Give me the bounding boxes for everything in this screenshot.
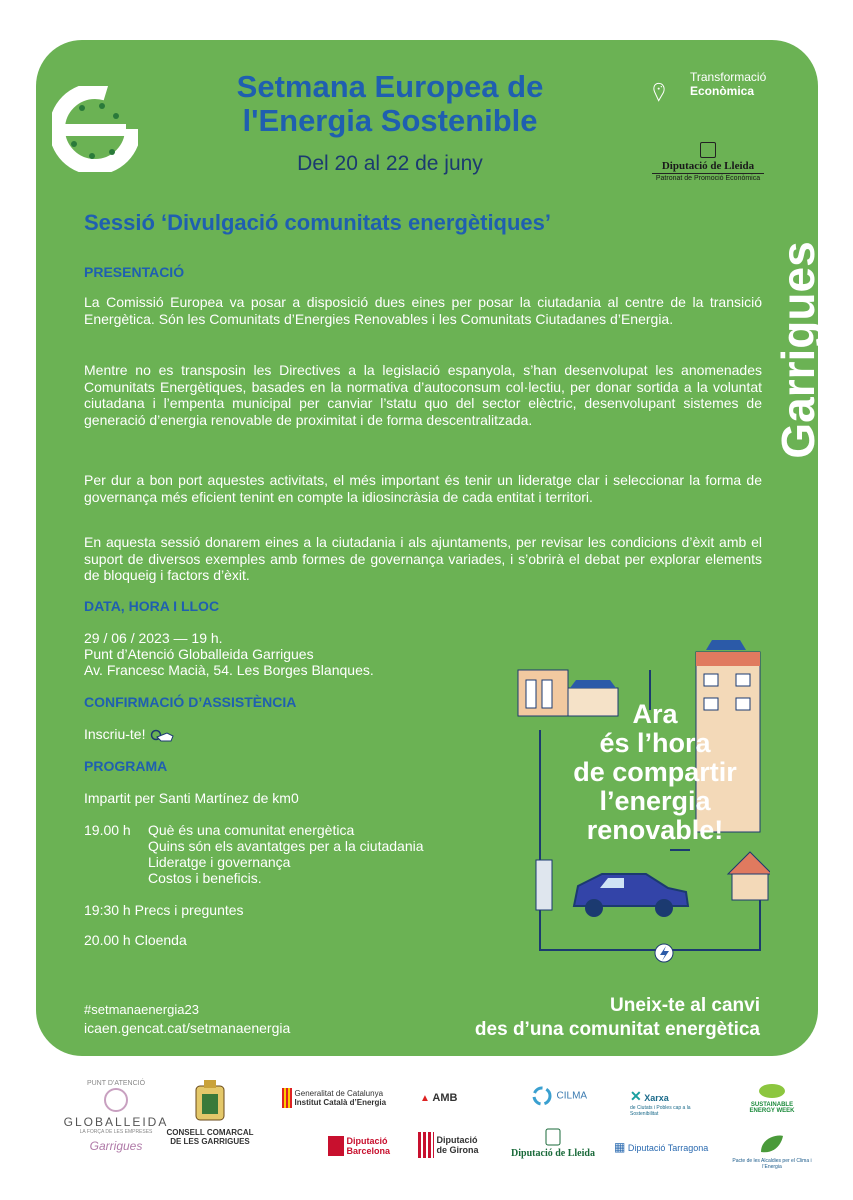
programa-heading: PROGRAMA	[84, 758, 168, 774]
leaf-icon	[757, 1082, 787, 1100]
icaen-text: Institut Català d’Energia	[294, 1098, 387, 1107]
programa-time-1900: 19.00 h	[84, 822, 131, 838]
slogan-line: és l’hora	[599, 728, 711, 758]
globalleida-logo	[56, 1080, 176, 1153]
amb-text: AMB	[432, 1092, 458, 1104]
title-line-2: l'Energia Sostenible	[242, 103, 538, 138]
dip-girona-icon	[418, 1132, 434, 1158]
globalleida-text: GLOBALLEIDA	[63, 1115, 169, 1129]
cilma-text: CILMA	[556, 1090, 588, 1102]
programa-item: Costos i beneficis.	[148, 870, 262, 886]
cilma-logo	[530, 1086, 600, 1106]
globalleida-mark-icon	[96, 1087, 136, 1113]
register-link[interactable]	[84, 726, 175, 742]
call-to-action	[360, 994, 760, 1042]
coat-of-arms-icon	[192, 1080, 228, 1126]
event-address: Av. Francesc Macià, 54. Les Borges Blanques.	[84, 662, 374, 678]
diputacio-lleida-footer-logo	[508, 1128, 598, 1159]
dip-barcelona-line-2: Barcelona	[346, 1146, 391, 1156]
register-link-text[interactable]: Inscriu-te!	[84, 726, 146, 742]
sew-line-1: SUSTAINABLE	[750, 1102, 794, 1108]
dip-tarragona-icon: ▦	[614, 1140, 626, 1154]
energy-week-e-logo	[52, 86, 138, 172]
programa-items	[148, 822, 424, 886]
house-icon	[728, 852, 770, 900]
programa-2000: 20.00 h Cloenda	[84, 932, 187, 948]
dip-barcelona-line-1: Diputació	[346, 1136, 388, 1146]
globalleida-garrigues: Garrigues	[89, 1139, 143, 1153]
dip-girona-line-1: Diputació	[436, 1135, 478, 1145]
transformacio-line-1: Transformació	[690, 70, 767, 84]
diputacio-girona-logo	[418, 1132, 498, 1158]
patronat-text: Patronat de Promoció Econòmica	[652, 173, 764, 182]
xarxa-logo	[630, 1088, 714, 1117]
presentacio-heading: PRESENTACIÓ	[84, 264, 185, 280]
transformacio-economica-logo	[652, 62, 692, 122]
sew-line-2: ENERGY WEEK	[749, 1108, 795, 1114]
presentacio-paragraph-4: En aquesta sessió donarem eines a la ciutadania i als ajuntaments, per revisar les condicions d’èxit amb el suport de diversos exemples amb formes de governança variades, i s’obrirà el debat per explorar elements de bloqueig i factors d’èxit.	[84, 534, 762, 583]
pacte-alcaldies-logo	[732, 1132, 812, 1170]
dip-lleida-crest-icon	[545, 1128, 561, 1146]
transformacio-line-2: Econòmica	[690, 84, 755, 98]
presentacio-paragraph-2: Mentre no es transposin les Directives a la legislació espanyola, s’han desenvolupat les anomenades Comunitats Energètiques, basades en la normativa d’autoconsum col·lectiu, per donar sortida a la voluntat ciutadana i l’empenta municipal per canviar l’statu quo del sector elèctric, desenvolupant sistemes de generació d’energia renovable de proximitat i de forma descentralitzada.	[84, 362, 762, 428]
programa-speaker: Impartit per Santi Martínez de km0	[84, 790, 299, 806]
crest-icon	[700, 142, 716, 158]
pacte-text: Pacte de les Alcaldies per el Clima i l’Energia	[732, 1158, 812, 1170]
diputacio-lleida-logo	[652, 142, 764, 182]
dip-girona-line-2: de Girona	[436, 1145, 479, 1155]
slogan	[540, 700, 770, 845]
pacte-leaf-icon	[757, 1132, 787, 1156]
programa-item: Què és una comunitat energètica	[148, 822, 355, 838]
globalleida-tagline: LA FORÇA DE LES EMPRESES	[79, 1129, 153, 1135]
hashtag[interactable]: #setmanaenergia23	[84, 1002, 199, 1017]
slogan-line: de compartir	[573, 757, 737, 787]
diputacio-barcelona-logo	[328, 1136, 408, 1156]
generalitat-logo	[282, 1088, 412, 1108]
title-line-1: Setmana Europea de	[236, 69, 544, 104]
ev-charger-icon	[536, 860, 552, 910]
xarxa-text: Xarxa	[644, 1093, 669, 1103]
session-title: Sessió ‘Divulgació comunitats energètiques’	[84, 210, 552, 235]
dip-lleida-footer-text: Diputació de Lleida	[511, 1148, 595, 1159]
cta-line-2: des d’una comunitat energètica	[474, 1019, 760, 1040]
senyera-icon	[282, 1088, 292, 1108]
programa-1930: 19:30 h Precs i preguntes	[84, 902, 244, 918]
consell-line-1: CONSELL COMARCAL	[166, 1128, 254, 1137]
generalitat-text: Generalitat de Catalunya	[294, 1089, 384, 1098]
presentacio-paragraph-3: Per dur a bon port aquestes activitats, el més important és tenir un lideratge clar i seleccionar la forma de governança més eficient tenint en compte la idiosincràsia de cada entitat i territori.	[84, 472, 762, 505]
slogan-line: renovable!	[586, 815, 724, 845]
electric-car-icon	[574, 874, 688, 917]
footer-logos	[0, 1060, 853, 1200]
cilma-mark-icon	[530, 1086, 554, 1106]
pointing-hand-icon	[149, 728, 175, 742]
event-venue: Punt d’Atenció Globalleida Garrigues	[84, 646, 314, 662]
dip-barcelona-icon	[328, 1136, 344, 1156]
cta-line-1: Uneix-te al canvi	[610, 995, 760, 1016]
confirmacio-heading: CONFIRMACIÓ D’ASSISTÈNCIA	[84, 694, 297, 710]
amb-logo	[420, 1092, 480, 1104]
consell-comarcal-logo	[160, 1080, 260, 1146]
event-datetime: 29 / 06 / 2023 — 19 h.	[84, 630, 223, 646]
side-label	[768, 210, 828, 490]
diputacio-tarragona-logo	[614, 1140, 714, 1154]
slogan-line: Ara	[632, 699, 678, 729]
programa-item: Lideratge i governança	[148, 854, 291, 870]
consell-line-2: DE LES GARRIGUES	[170, 1137, 250, 1146]
xarxa-x-icon: ✕	[630, 1088, 642, 1104]
programa-item: Quins són els avantatges per a la ciutadania	[148, 838, 424, 854]
amb-arrow-icon: ▲	[420, 1093, 430, 1104]
side-label-text: Garrigues	[772, 241, 824, 459]
xarxa-subtitle: de Ciutats i Pobles cap a la Sostenibilitat	[630, 1105, 691, 1117]
data-lloc-heading: DATA, HORA I LLOC	[84, 598, 220, 614]
presentacio-paragraph-1: La Comissió Europea va posar a disposició dues eines per posar la ciutadania al centre de la transició Energètica. Són les Comunitats d’Energies Renovables i les Comunitats Ciutadanes d’Energia.	[84, 294, 762, 327]
event-title	[150, 70, 630, 138]
event-dates: Del 20 al 22 de juny	[297, 152, 483, 175]
sustainable-energy-week-logo	[732, 1082, 812, 1114]
punt-atencio-text: PUNT D’ATENCIÓ	[86, 1080, 146, 1087]
diputacio-lleida-name: Diputació de Lleida	[661, 160, 755, 172]
slogan-line: l’energia	[599, 786, 711, 816]
website-link[interactable]: icaen.gencat.cat/setmanaenergia	[84, 1020, 291, 1036]
transformacio-text	[690, 70, 766, 98]
dip-tarragona-text: Diputació Tarragona	[627, 1143, 709, 1153]
